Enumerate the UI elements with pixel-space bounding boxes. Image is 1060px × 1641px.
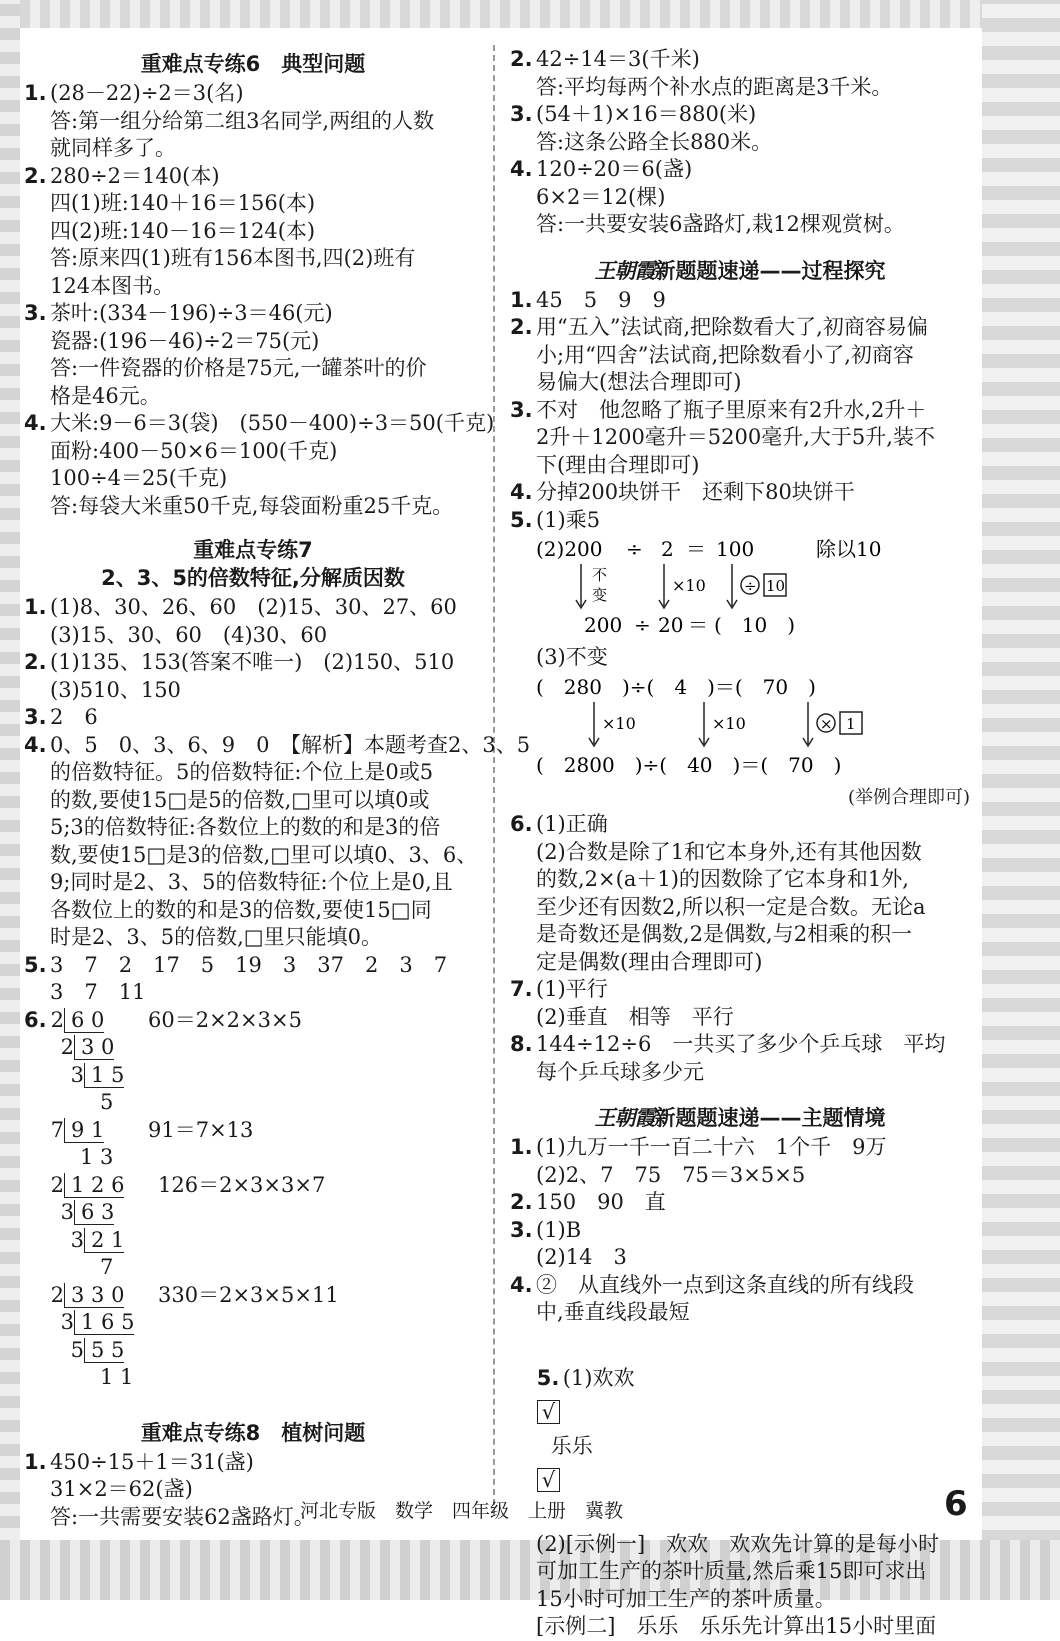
- division-step: [50, 1282, 134, 1310]
- division-step: [50, 1062, 124, 1090]
- answer-text: 数,要使15□是3的倍数,□里可以填0、3、6、: [50, 842, 478, 867]
- question-number: 7.: [510, 977, 533, 1001]
- dividend: 6 0: [64, 1008, 104, 1033]
- answer-text: 是奇数还是偶数,2是偶数,与2相乘的积一: [536, 922, 913, 946]
- answer-line: [510, 1031, 970, 1059]
- answer-line: [24, 163, 482, 191]
- dividend: 6 3: [74, 1200, 114, 1225]
- diagram-text: ×: [820, 714, 833, 733]
- answer-text: 答:原来四(1)班有156本图书,四(2)班有: [50, 246, 416, 270]
- answer-line: [24, 979, 482, 1007]
- answer-line: [24, 80, 482, 108]
- diagram-text: ÷: [626, 537, 643, 561]
- answer-text: 3 7 2 17 5 19 3 37 2 3 7: [50, 952, 448, 977]
- question-number: 8.: [510, 1032, 533, 1056]
- answer-line: [24, 594, 482, 622]
- dividend: 3 0: [74, 1035, 114, 1060]
- answer-line: [24, 759, 482, 787]
- answer-line: [510, 1613, 970, 1641]
- question-number: 2.: [510, 1190, 533, 1214]
- answer-line: [510, 1244, 970, 1272]
- divisor: 3: [70, 1062, 84, 1087]
- division-step: [50, 1034, 124, 1062]
- answer-line: [510, 1586, 970, 1614]
- answer-text: (1)正确: [536, 812, 608, 836]
- answer-text: 答:平均每两个补水点的距离是3千米。: [536, 74, 893, 99]
- answer-text: (3)15、30、60 (4)30、60: [50, 622, 328, 647]
- answer-line: [510, 74, 970, 102]
- answer-text: (1)平行: [536, 977, 608, 1001]
- dividend: 7: [100, 1255, 114, 1279]
- answer-text: (1)九万一千一百二十六 1个千 9万: [536, 1135, 887, 1159]
- dividend: 2 1: [84, 1228, 124, 1253]
- answer-text: 5;3的倍数特征:各数位上的数的和是3的倍: [50, 815, 441, 839]
- answer-text: 小;用“四舍”法试商,把除数看小了,初商容: [536, 342, 914, 367]
- answer-text: 9;同时是2、3、5的倍数特征:个位上是0,且: [50, 870, 453, 894]
- division-step: [50, 1007, 124, 1035]
- answer-text: 中,垂直线段最短: [536, 1300, 690, 1324]
- answer-text: (54＋1)×16＝880(米): [536, 102, 757, 126]
- answer-text: 答:这条公路全长880米。: [536, 129, 773, 154]
- diagram-text: ＝: [686, 537, 706, 561]
- answer-line: [24, 787, 482, 815]
- answer-line: [24, 622, 482, 650]
- left-border: [0, 0, 20, 1600]
- answer-text: 120÷20＝6(盏): [536, 157, 693, 181]
- answer-text: 280÷2＝140(本): [50, 163, 220, 188]
- answer-line: [24, 493, 482, 521]
- division-diagram-1: [536, 534, 970, 644]
- factorization-126: 126＝2×3×3×7: [158, 1172, 326, 1197]
- answer-text: (2)垂直 相等 平行: [536, 1004, 734, 1029]
- answer-text: (1)8、30、26、60 (2)15、30、27、60: [50, 595, 457, 619]
- dividend: 1 3: [80, 1145, 114, 1169]
- dividend: 1 2 6: [64, 1173, 124, 1198]
- question-number: 2.: [510, 315, 533, 339]
- short-division-330: [50, 1282, 134, 1392]
- diagram-text: ÷: [634, 613, 651, 637]
- section-subtitle-7: 2、3、5的倍数特征,分解质因数: [101, 566, 405, 590]
- theme-answers-2: [510, 1531, 970, 1641]
- answer-text: 时是2、3、5的倍数,□里只能填0。: [50, 925, 382, 949]
- answer-line: [510, 211, 970, 239]
- column-divider: [493, 45, 495, 1515]
- division-step: [50, 1364, 134, 1392]
- answer-text: 定是偶数(理由合理即可): [536, 949, 763, 974]
- right-border: [982, 0, 1060, 1600]
- division-step: [50, 1117, 113, 1145]
- question-6-divisions: [24, 1007, 482, 1399]
- brand-logo: 王朝霞: [594, 257, 655, 283]
- dividend: 1 5: [84, 1063, 124, 1088]
- answer-line: [24, 952, 482, 980]
- answer-text: 用“五入”法试商,把除数看大了,初商容易偏: [536, 315, 928, 339]
- division-step: [50, 1199, 124, 1227]
- section-title-process: 王朝霞新题题速递——过程探究: [594, 257, 886, 283]
- answer-text: 四(2)班:140－16＝124(本): [50, 218, 316, 243]
- answer-text: (1)135、153(答案不唯一) (2)150、510: [50, 650, 455, 674]
- answer-line: [24, 842, 482, 870]
- section-title-theme: 王朝霞新题题速递——主题情境: [594, 1105, 886, 1130]
- question-number: 1.: [24, 1449, 47, 1474]
- diagram-text: 200: [584, 613, 623, 637]
- answer-line: [24, 355, 482, 383]
- answer-text: 茶叶:(334－196)÷3＝46(元): [50, 301, 333, 325]
- answer-line: [510, 1059, 970, 1087]
- answer-text: 面粉:400－50×6＝100(千克): [50, 438, 338, 463]
- example-note: (举例合理即可): [847, 786, 970, 808]
- diagram-text: 变: [592, 586, 608, 604]
- dividend: 1 6 5: [74, 1310, 134, 1335]
- answer-line: [24, 108, 482, 136]
- answer-text: 100÷4＝25(千克): [50, 466, 228, 490]
- answer-text: 124本图书。: [50, 273, 175, 298]
- divisor: 2: [50, 1007, 64, 1032]
- question-number: 3.: [510, 397, 533, 422]
- question-number: 5.: [24, 952, 47, 977]
- answer-line: [24, 704, 482, 732]
- answer-line: [24, 677, 482, 705]
- answer-line: [510, 1299, 970, 1327]
- left-column: [24, 46, 531, 1531]
- question-number: 1.: [24, 595, 47, 619]
- diagram-text: 除以10: [816, 537, 882, 561]
- question-number: 1.: [510, 287, 533, 312]
- answer-text: 2升＋1200毫升＝5200毫升,大于5升,装不: [536, 425, 935, 449]
- diagram-text: (2)200: [536, 537, 603, 561]
- division-step: [50, 1172, 124, 1200]
- answer-text: 的数,2×(a＋1)的因数除了它本身和1外,: [536, 867, 909, 891]
- divisor: 2: [60, 1035, 74, 1059]
- section-title-6: 重难点专练6 典型问题: [140, 52, 366, 76]
- answer-text: 可加工生产的茶叶质量,然后乘15即可求出: [536, 1559, 927, 1583]
- divisor: 3: [60, 1200, 74, 1224]
- division-step: [50, 1144, 113, 1172]
- answer-text: 答:第一组分给第二组3名同学,两组的人数: [50, 108, 435, 133]
- division-step: [50, 1227, 124, 1255]
- answer-text: (2)[示例一] 欢欢 欢欢先计算的是每小时: [536, 1531, 940, 1556]
- answer-text: 450÷15＋1＝31(盏): [50, 1449, 254, 1474]
- answer-text: (28－22)÷2＝3(名): [50, 81, 244, 105]
- question-number: 4.: [510, 157, 533, 181]
- answer-text: (3)510、150: [50, 677, 181, 702]
- answer-line: [24, 438, 482, 466]
- answer-line: [510, 811, 970, 839]
- right-column: [510, 46, 970, 1641]
- dividend: 5: [100, 1090, 114, 1114]
- diagram-text: ÷: [744, 577, 757, 595]
- answer-line: [24, 869, 482, 897]
- answer-text: 42÷14＝3(千米): [536, 47, 700, 71]
- answer-text: 答:一共要安装6盏路灯,栽12棵观赏树。: [536, 212, 905, 236]
- answer-line: [510, 839, 970, 867]
- top-border: [0, 0, 1060, 28]
- diagram-text: 2: [661, 537, 674, 561]
- check-box: √: [537, 1468, 560, 1492]
- diagram-text: ( 2800 )÷( 40 )＝( 70 ): [536, 752, 842, 777]
- answer-line: [24, 218, 482, 246]
- question-number: 2.: [510, 47, 533, 71]
- dividend: 3 3 0: [64, 1283, 124, 1308]
- question-number: 3.: [510, 1217, 533, 1242]
- division-step: [50, 1089, 124, 1117]
- answer-text: 6×2＝12(棵): [536, 184, 666, 209]
- answer-line: (3)不变: [536, 645, 608, 669]
- question-number: 4.: [24, 732, 47, 757]
- question-number: 3.: [24, 301, 47, 325]
- answer-text: (1)B: [536, 1217, 582, 1242]
- answer-text: 答:一件瓷器的价格是75元,一罐茶叶的价: [50, 356, 427, 380]
- answer-text: 的倍数特征。5的倍数特征:个位上是0或5: [50, 760, 434, 784]
- answer-text: 的数,要使15□是5的倍数,□里可以填0或: [50, 787, 430, 812]
- short-division-126: [50, 1172, 124, 1282]
- answer-text: 瓷器:(196－46)÷2＝75(元): [50, 328, 320, 353]
- divisor: 5: [70, 1337, 84, 1362]
- answer-line: [24, 328, 482, 356]
- section-title-7: 重难点专练7: [193, 538, 313, 562]
- answer-line: [24, 300, 482, 328]
- answer-line: [510, 184, 970, 212]
- answer-line: [24, 1449, 482, 1477]
- divisor: 3: [70, 1227, 84, 1252]
- divisor: 2: [50, 1172, 64, 1197]
- answer-text: 15小时可加工生产的茶叶质量。: [536, 1586, 836, 1611]
- question-number: 4.: [510, 1272, 533, 1297]
- answer-line: [510, 452, 970, 480]
- answer-line: [24, 245, 482, 273]
- question-number: 2.: [24, 650, 47, 674]
- process-answers: [510, 287, 970, 535]
- answer-line: [510, 424, 970, 452]
- section-6-answers: [24, 80, 495, 520]
- answer-line: [24, 273, 482, 301]
- page-number: 6: [944, 1484, 968, 1524]
- factorization-330: 330＝2×3×5×11: [158, 1282, 339, 1307]
- answer-text: 大米:9－6＝3(袋) (550－400)÷3＝50(千克): [50, 411, 495, 435]
- answer-text: 每个乒乓球多少元: [536, 1059, 704, 1084]
- answer-text: [示例二] 乐乐 乐乐先计算出15小时里面: [536, 1614, 937, 1638]
- section-title-8: 重难点专练8 植树问题: [140, 1420, 366, 1445]
- answer-text: 就同样多了。: [50, 136, 176, 160]
- division-step: [50, 1309, 134, 1337]
- answer-line: [510, 1558, 970, 1586]
- process-answers-2: [510, 811, 970, 1086]
- answer-text: 各数位上的数的和是3的倍数,要使15□同: [50, 897, 432, 922]
- answer-line: [510, 894, 970, 922]
- answer-text: 31×2＝62(盏): [50, 1477, 193, 1501]
- diagram-text: 1: [846, 714, 856, 733]
- answer-text: ② 从直线外一点到这条直线的所有线段: [536, 1272, 914, 1297]
- answer-text: 答:每袋大米重50千克,每袋面粉重25千克。: [50, 493, 454, 518]
- division-step: [50, 1337, 134, 1365]
- section-8-continued: [510, 46, 970, 239]
- question-number: 5.: [510, 507, 533, 532]
- short-division-60: [50, 1007, 124, 1117]
- answer-line: [510, 156, 970, 184]
- answer-text: 2 6: [50, 705, 98, 729]
- answer-line: [510, 1272, 970, 1300]
- answer-line: [510, 287, 970, 315]
- diagram-text: ( 280 )÷( 4 )＝( 70 ): [536, 674, 816, 699]
- answer-line: [510, 921, 970, 949]
- check-box: √: [537, 1400, 560, 1424]
- diagram-text: 10: [766, 577, 786, 595]
- diagram-text: ( 10 ): [714, 613, 796, 637]
- diagram-text: 20: [658, 613, 684, 637]
- division-diagram-2: [536, 672, 970, 784]
- answer-line: [510, 1004, 970, 1032]
- division-step: [50, 1254, 124, 1282]
- answer-text: 格是46元。: [50, 383, 161, 408]
- answer-line: [510, 1134, 970, 1162]
- divisor: 3: [60, 1310, 74, 1334]
- answer-text: 0、5 0、3、6、9 0 【解析】本题考查2、3、5: [50, 732, 531, 757]
- answer-line: [510, 1162, 970, 1190]
- answer-text: (1)乘5: [536, 507, 601, 532]
- question-number: 1.: [510, 1135, 533, 1159]
- question-number: 3.: [510, 102, 533, 126]
- answer-text: 答:一共需要安装62盏路灯。: [50, 1504, 315, 1529]
- answer-text: (2)2、7 75 75＝3×5×5: [536, 1162, 806, 1187]
- question-number: 4.: [24, 411, 47, 435]
- answer-text: 不对 他忽略了瓶子里原来有2升水,2升＋: [536, 397, 927, 422]
- answer-line: [510, 479, 970, 507]
- answer-line: [510, 1531, 970, 1559]
- answer-text: 45 5 9 9: [536, 287, 666, 312]
- diagram-text: 100: [716, 537, 755, 561]
- answer-line: [24, 649, 482, 677]
- answer-line: [510, 507, 970, 535]
- answer-line: [24, 190, 482, 218]
- answer-text: 易偏大(想法合理即可): [536, 370, 742, 394]
- answer-line: [510, 397, 970, 425]
- answer-line: [510, 46, 970, 74]
- diagram-text: ×10: [672, 576, 706, 595]
- answer-line: [510, 342, 970, 370]
- question-number: 6.: [510, 812, 533, 836]
- answer-text: 分掉200块饼干 还剩下80块饼干: [536, 480, 855, 504]
- brand-logo: 王朝霞: [594, 1105, 655, 1130]
- dividend: 9 1: [64, 1118, 104, 1143]
- dividend: 5 5: [84, 1338, 124, 1363]
- answer-line: [510, 129, 970, 157]
- answer-text: 四(1)班:140＋16＝156(本): [50, 191, 316, 215]
- answer-text: 下(理由合理即可): [536, 452, 700, 477]
- question-number: 6.: [24, 1007, 47, 1032]
- answer-line: [510, 976, 970, 1004]
- answer-line: [510, 369, 970, 397]
- answer-text: (2)合数是除了1和它本身外,还有其他因数: [536, 839, 922, 864]
- short-division-91: [50, 1117, 113, 1172]
- factorization-60: 60＝2×2×3×5: [148, 1007, 302, 1032]
- divisor: 2: [50, 1282, 64, 1307]
- answer-text: 144÷12÷6 一共买了多少个乒乓球 平均: [536, 1032, 946, 1056]
- answer-line: [24, 732, 531, 760]
- answer-line: [24, 135, 482, 163]
- diagram-text: ＝: [688, 613, 708, 637]
- answer-line: [24, 924, 482, 952]
- question-number: 1.: [24, 81, 47, 105]
- answer-line: [24, 383, 482, 411]
- answer-line: [510, 1189, 970, 1217]
- factorization-91: 91＝7×13: [148, 1117, 254, 1142]
- dividend: 1 1: [100, 1365, 134, 1389]
- answer-line: [510, 949, 970, 977]
- answer-line: [510, 101, 970, 129]
- answer-text: (2)14 3: [536, 1245, 627, 1269]
- answer-line: [24, 465, 482, 493]
- answer-line: [24, 897, 482, 925]
- answer-line: [510, 1217, 970, 1245]
- question-number: 2.: [24, 163, 47, 188]
- diagram-text: ×10: [602, 713, 636, 733]
- answer-line: [510, 314, 970, 342]
- answer-line: [24, 814, 482, 842]
- answer-text: 3 7 11: [50, 980, 146, 1004]
- question-number: 4.: [510, 480, 533, 504]
- answer-line: [24, 410, 495, 438]
- answer-line: [510, 866, 970, 894]
- section-7-answers: [24, 594, 531, 1007]
- footer-edition: 河北专版 数学 四年级 上册 冀教: [300, 1500, 624, 1522]
- answer-text: 150 90 直: [536, 1190, 666, 1214]
- question-5-choice: 5. (1)欢欢 √ 乐乐 √: [536, 1365, 635, 1492]
- question-number: 3.: [24, 705, 47, 729]
- diagram-text: 不: [592, 566, 608, 584]
- answer-text: 至少还有因数2,所以积一定是合数。无论a: [536, 894, 926, 919]
- theme-answers: [510, 1134, 970, 1327]
- divisor: 7: [50, 1117, 64, 1142]
- diagram-text: ×10: [712, 713, 746, 733]
